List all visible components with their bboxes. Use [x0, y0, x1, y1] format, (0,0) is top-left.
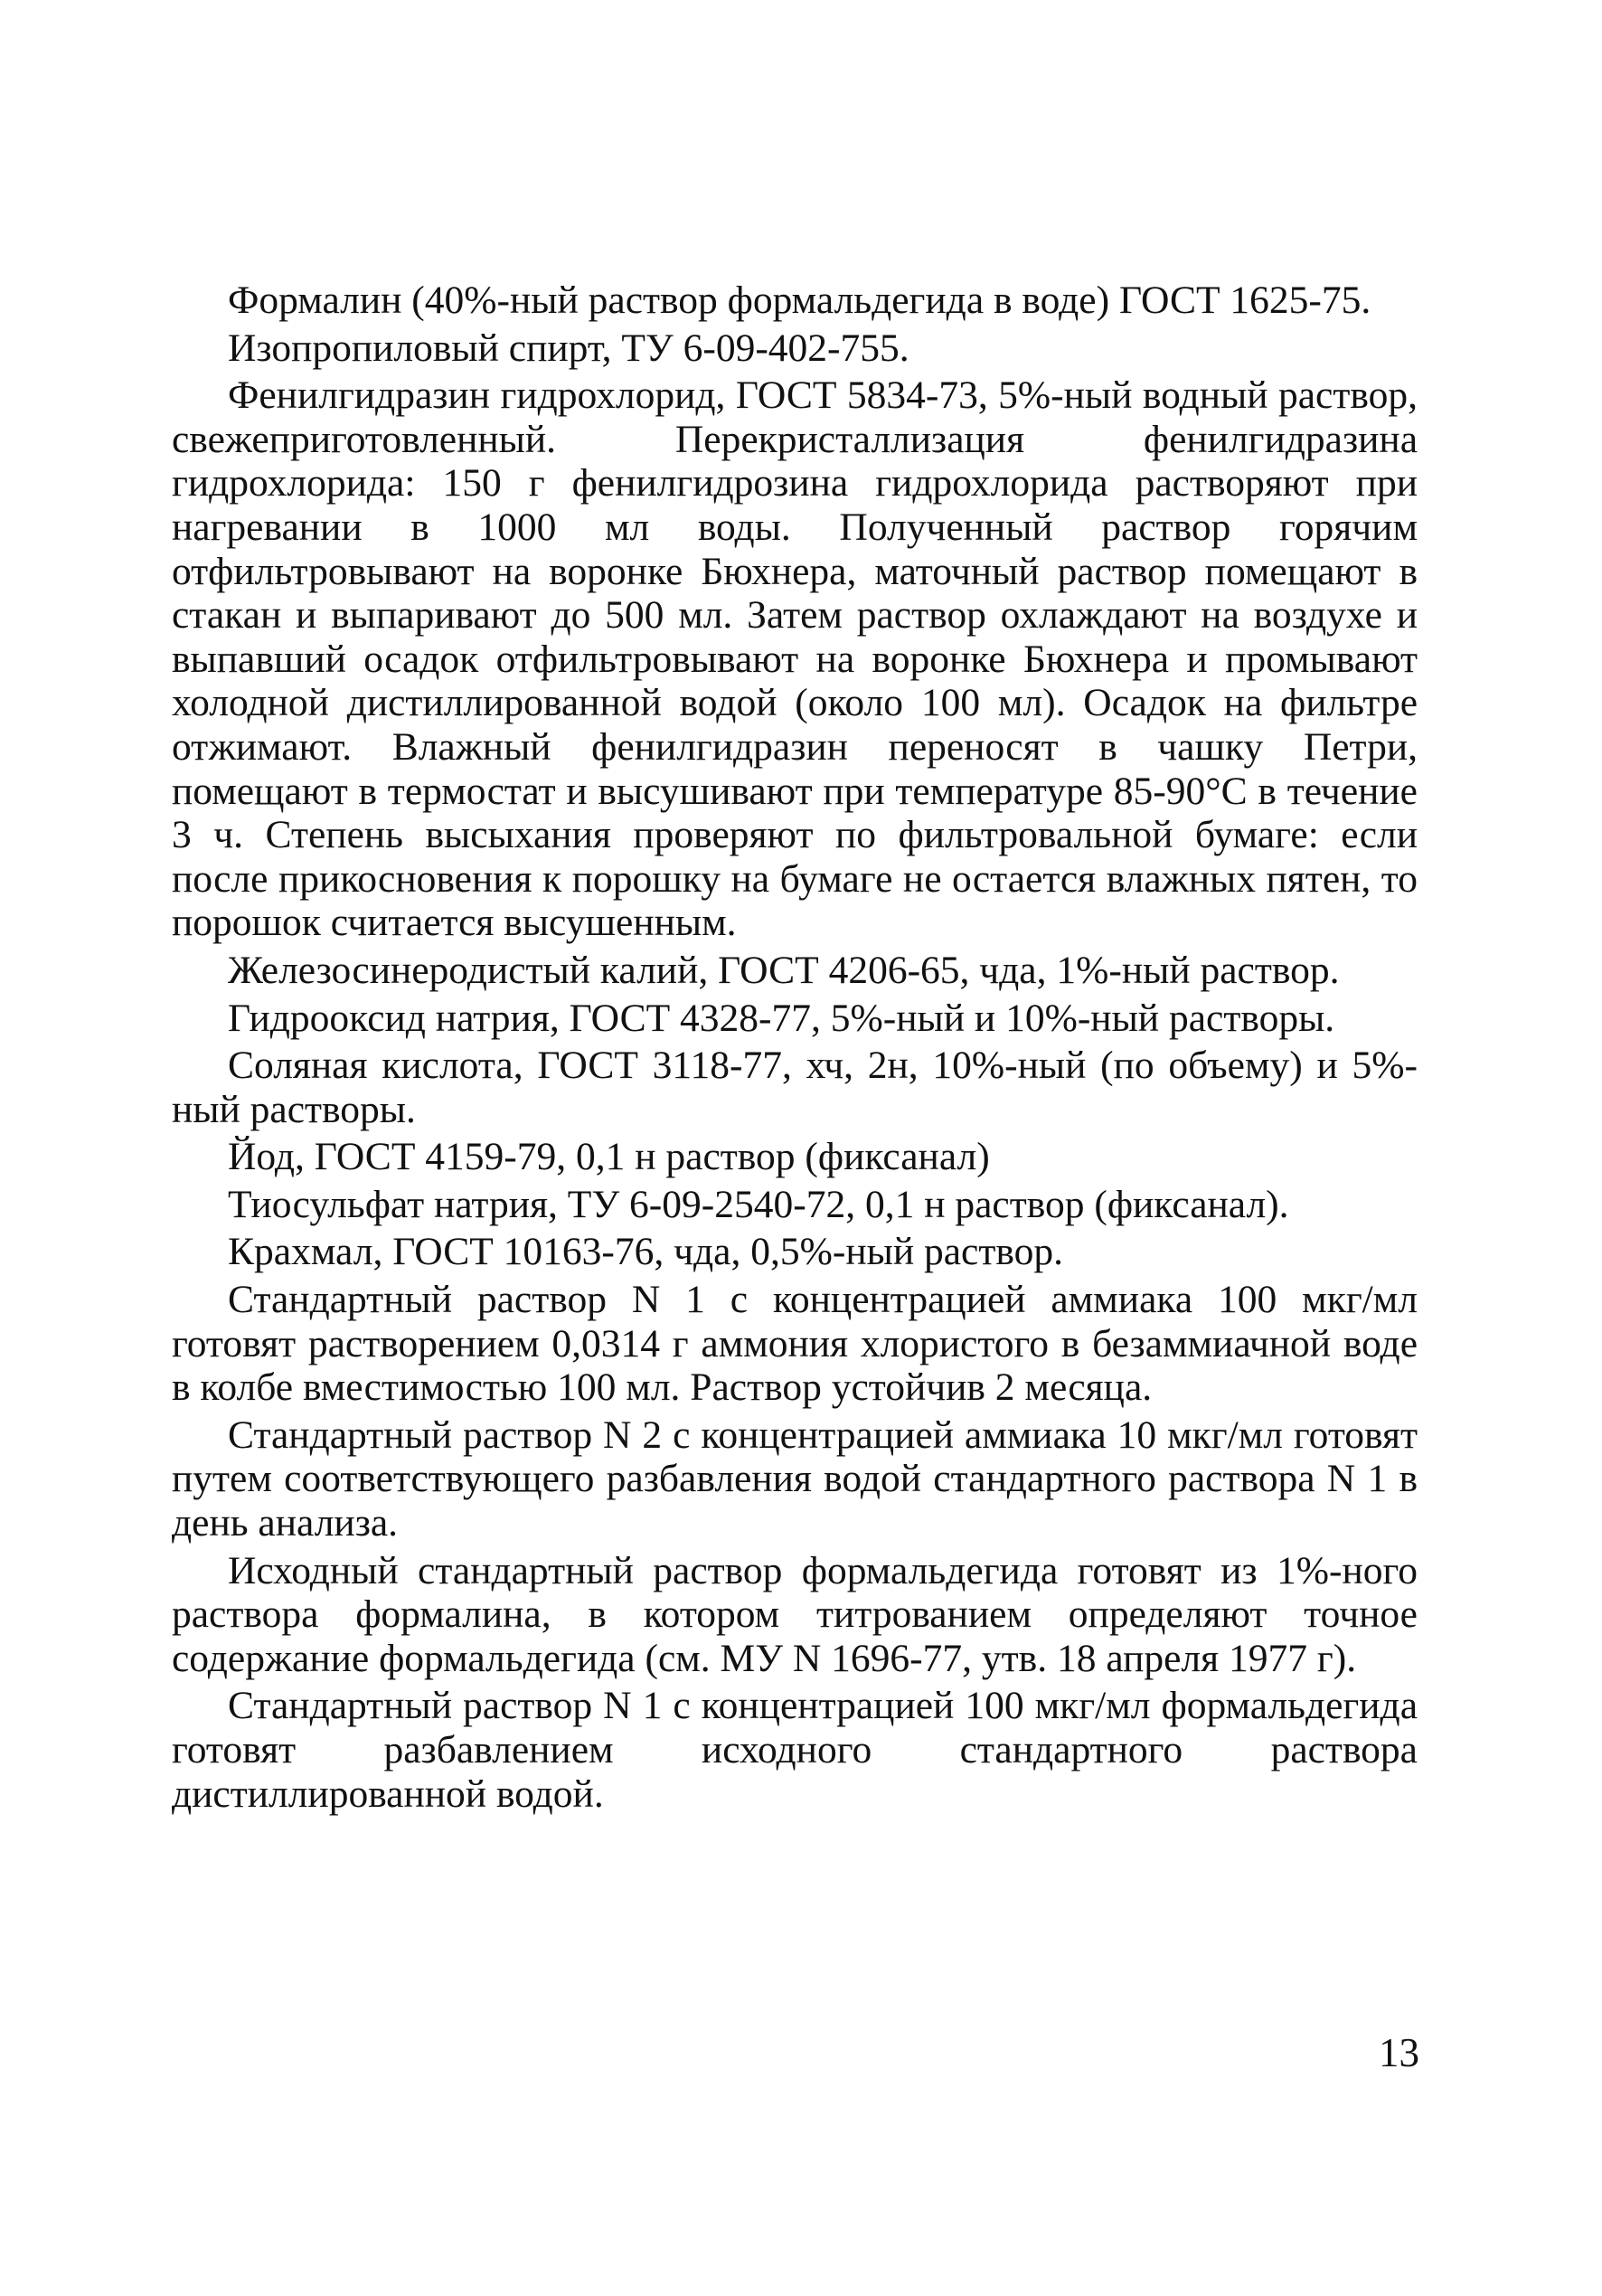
paragraph-standard-solution-2-ammonia: Стандартный раствор N 2 с концентрацией аммиака 10 мкг/мл готовят путем соответствующего разбавления водой стандартного раствора N 1 в день анализа. [172, 1413, 1418, 1545]
paragraph-phenylhydrazine: Фенилгидразин гидрохлорид, ГОСТ 5834-73, 5%-ный водный раствор, свежеприготовленный. Перекристаллизация фенилгидразина гидрохлорида: 150 г фенилгидрозина гидрохлорида растворяют при нагревании в 1000 мл воды. Полученный раствор горячим отфильтровывают на воронке Бюхнера, маточный раствор помещают в стакан и выпаривают до 500 мл. Затем раствор охлаждают на воздухе и выпавший осадок отфильтровывают на воронке Бюхнера и промывают холодной дистиллированной водой (около 100 мл). Осадок на фильтре отжимают. Влажный фенилгидразин переносят в чашку Петри, помещают в термостат и высушивают при температуре 85-90°С в течение 3 ч. Степень высыхания проверяют по фильтровальной бумаге: если после прикосновения к порошку на бумаге не остается влажных пятен, то порошок считается высушенным. [172, 373, 1418, 945]
paragraph-formalin: Формалин (40%-ный раствор формальдегида в воде) ГОСТ 1625-75. [228, 279, 1371, 322]
page-number: 13 [1379, 2030, 1419, 2075]
paragraph-stock-formaldehyde-solution: Исходный стандартный раствор формальдегида готовят из 1%-ного раствора формалина, в котором титрованием определяют точное содержание формальдегида (см. МУ N 1696-77, утв. 18 апреля 1977 г). [172, 1548, 1418, 1680]
paragraph-iodine: Йод, ГОСТ 4159-79, 0,1 н раствор (фиксанал) [228, 1135, 990, 1179]
paragraph-sodium-hydroxide: Гидрооксид натрия, ГОСТ 4328-77, 5%-ный и 10%-ный растворы. [228, 996, 1335, 1040]
body-text [172, 279, 1418, 1819]
paragraph-hydrochloric-acid: Соляная кислота, ГОСТ 3118-77, хч, 2н, 10%-ный (по объему) и 5%-ный растворы. [172, 1044, 1418, 1131]
paragraph-standard-solution-1-formaldehyde: Стандартный раствор N 1 с концентрацией 100 мкг/мл формальдегида готовят разбавлением исходного стандартного раствора дистиллированной водой. [172, 1684, 1418, 1816]
paragraph-standard-solution-1-ammonia: Стандартный раствор N 1 с концентрацией аммиака 100 мкг/мл готовят растворением 0,0314 г аммония хлористого в безаммиачной воде в колбе вместимостью 100 мл. Раствор устойчив 2 месяца. [172, 1278, 1418, 1410]
paragraph-sodium-thiosulfate: Тиосульфат натрия, ТУ 6-09-2540-72, 0,1 н раствор (фиксанал). [228, 1182, 1289, 1226]
paragraph-potassium-ferricyanide: Железосинеродистый калий, ГОСТ 4206-65, чда, 1%-ный раствор. [228, 948, 1340, 992]
paragraph-starch: Крахмал, ГОСТ 10163-76, чда, 0,5%-ный раствор. [228, 1230, 1063, 1274]
paragraph-isopropanol: Изопропиловый спирт, ТУ 6-09-402-755. [228, 326, 909, 370]
